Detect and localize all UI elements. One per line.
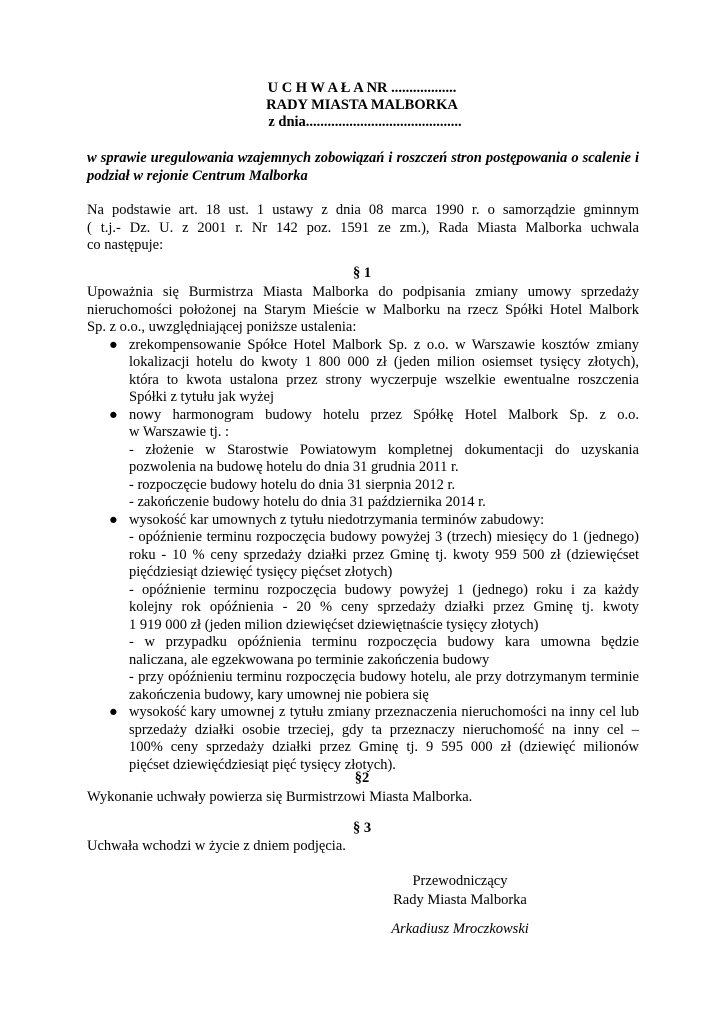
signature-block <box>360 872 560 939</box>
list-item <box>87 704 639 774</box>
section-1-intro-line: Upoważnia się Burmistrza Miasta Malborka do podpisania zmiany umowy sprzedaży <box>87 284 639 300</box>
list-item-line: - zakończenie budowy hotelu do dnia 31 października 2014 r. <box>129 494 486 510</box>
list-item <box>87 512 639 705</box>
list-item-line: - przy opóźnieniu terminu rozpoczęcia budowy hotelu, ale przy dotrzymanym terminie <box>129 669 639 685</box>
section-3-mark: § 3 <box>352 820 372 836</box>
list-item-line: nowy harmonogram budowy hotelu przez Spółkę Hotel Malbork Sp. z o.o. <box>129 406 639 423</box>
section-2-mark: §2 <box>354 770 370 786</box>
list-item-line: w Warszawie tj. : <box>129 424 230 440</box>
list-item-line: 1 919 000 zł (jeden milion dziewięćset dziewiętnaście tysięcy złotych) <box>129 616 539 633</box>
list-item-line: pięćdziesiąt dziewięć tysięcy pięćset złotych) <box>129 564 393 580</box>
section-1-intro-line: nieruchomości położonej na Starym Mieście w Malborku na rzecz Spółki Hotel Malbork <box>87 301 639 318</box>
list-item-line: zakończenia budowy, kary umownej nie pobiera się <box>129 686 429 703</box>
bullet-icon: ● <box>109 336 118 353</box>
resolution-header <box>0 80 724 131</box>
list-item-line: roku - 10 % ceny sprzedaży działki przez Gminę tj. kwoty 959 500 zł (dziewięćset <box>129 546 639 563</box>
signature-name: Arkadiusz Mroczkowski <box>391 921 529 937</box>
list-item-line: wysokość kar umownych z tytułu niedotrzymania terminów zabudowy: <box>129 511 545 528</box>
section-1-body <box>87 284 639 774</box>
bullet-icon: ● <box>109 511 118 528</box>
list-item <box>87 407 639 512</box>
section-2-text: Wykonanie uchwały powierza się Burmistrzowi Miasta Malborka. <box>87 789 473 805</box>
list-item-line: - złożenie w Starostwie Powiatowym kompletnej dokumentacji do uzyskania <box>129 441 639 458</box>
list-item-line: - opóźnienie terminu rozpoczęcia budowy powyżej 3 (trzech) miesięcy do 1 (jednego) <box>129 529 639 545</box>
list-item-line: pozwolenia na budowę hotelu do dnia 31 grudnia 2011 r. <box>129 459 459 475</box>
list-item-line: - rozpoczęcie budowy hotelu do dnia 31 sierpnia 2012 r. <box>129 476 456 493</box>
resolution-title: U C H W A Ł A NR .................. <box>267 80 457 96</box>
list-item-line: - opóźnienie terminu rozpoczęcia budowy powyżej 1 (jednego) roku i za każdy <box>129 581 639 598</box>
list-item-line: kolejny rok opóźnienia - 20 % ceny sprzedaży działki przez Gminę tj. kwoty <box>129 599 639 615</box>
list-item-line: pięćset dziewięćdziesiąt pięć tysięcy złotych). <box>129 756 396 773</box>
section-1-mark: § 1 <box>352 265 372 281</box>
signature-body: Rady Miasta Malborka <box>393 892 527 908</box>
signature-role: Przewodniczący <box>412 873 508 889</box>
legal-basis-line: co następuje: <box>87 237 164 253</box>
issuing-body: RADY MIASTA MALBORKA <box>266 97 458 113</box>
list-item-line: Spółki z tytułu jak wyżej <box>129 389 274 405</box>
list-item-line: sprzedaży działki osobie trzeciej, gdy ta przeznaczy nieruchomość na inny cel – <box>129 721 639 738</box>
bullet-icon: ● <box>109 406 118 423</box>
list-item-line: wysokość kary umownej z tytułu zmiany przeznaczenia nieruchomości na inny cel lub <box>129 704 639 720</box>
list-item-line: lokalizacji hotelu do kwoty 1 800 000 zł (jeden milion osiemset tysięcy złotych), <box>129 354 639 370</box>
section-1-intro-line: Sp. z o.o., uwzględniającej poniższe ustalenia: <box>87 319 357 335</box>
section-1-list <box>87 337 639 775</box>
list-item-line: naliczana, ale egzekwowana po terminie zakończenia budowy <box>129 651 490 668</box>
list-item-line: 100% ceny sprzedaży działki przez Gminę tj. 9 595 000 zł (dziewięć milionów <box>129 739 639 755</box>
list-item-line: która to kwota ustalona przez strony wyczerpuje wszelkie ewentualne roszczenia <box>129 371 639 388</box>
section-3-text: Uchwała wchodzi w życie z dniem podjęcia. <box>87 838 346 854</box>
list-item <box>87 337 639 407</box>
legal-basis <box>87 202 639 255</box>
list-item-line: - w przypadku opóźnienia terminu rozpoczęcia budowy kara umowna będzie <box>129 634 639 650</box>
resolution-subject: w sprawie uregulowania wzajemnych zobowiązań i roszczeń stron postępowania o scalenie i podział w rejonie Centrum Malborka <box>87 150 639 184</box>
bullet-icon: ● <box>109 704 118 720</box>
legal-basis-line: Na podstawie art. 18 ust. 1 ustawy z dnia 08 marca 1990 r. o samorządzie gminnym <box>87 202 639 218</box>
resolution-date: z dnia........................................... <box>268 114 462 130</box>
legal-basis-line: ( t.j.- Dz. U. z 2001 r. Nr 142 poz. 1591 ze zm.), Rada Miasta Malborka uchwala <box>87 219 639 236</box>
list-item-line: zrekompensowanie Spółce Hotel Malbork Sp. z o.o. w Warszawie kosztów zmiany <box>129 336 639 353</box>
